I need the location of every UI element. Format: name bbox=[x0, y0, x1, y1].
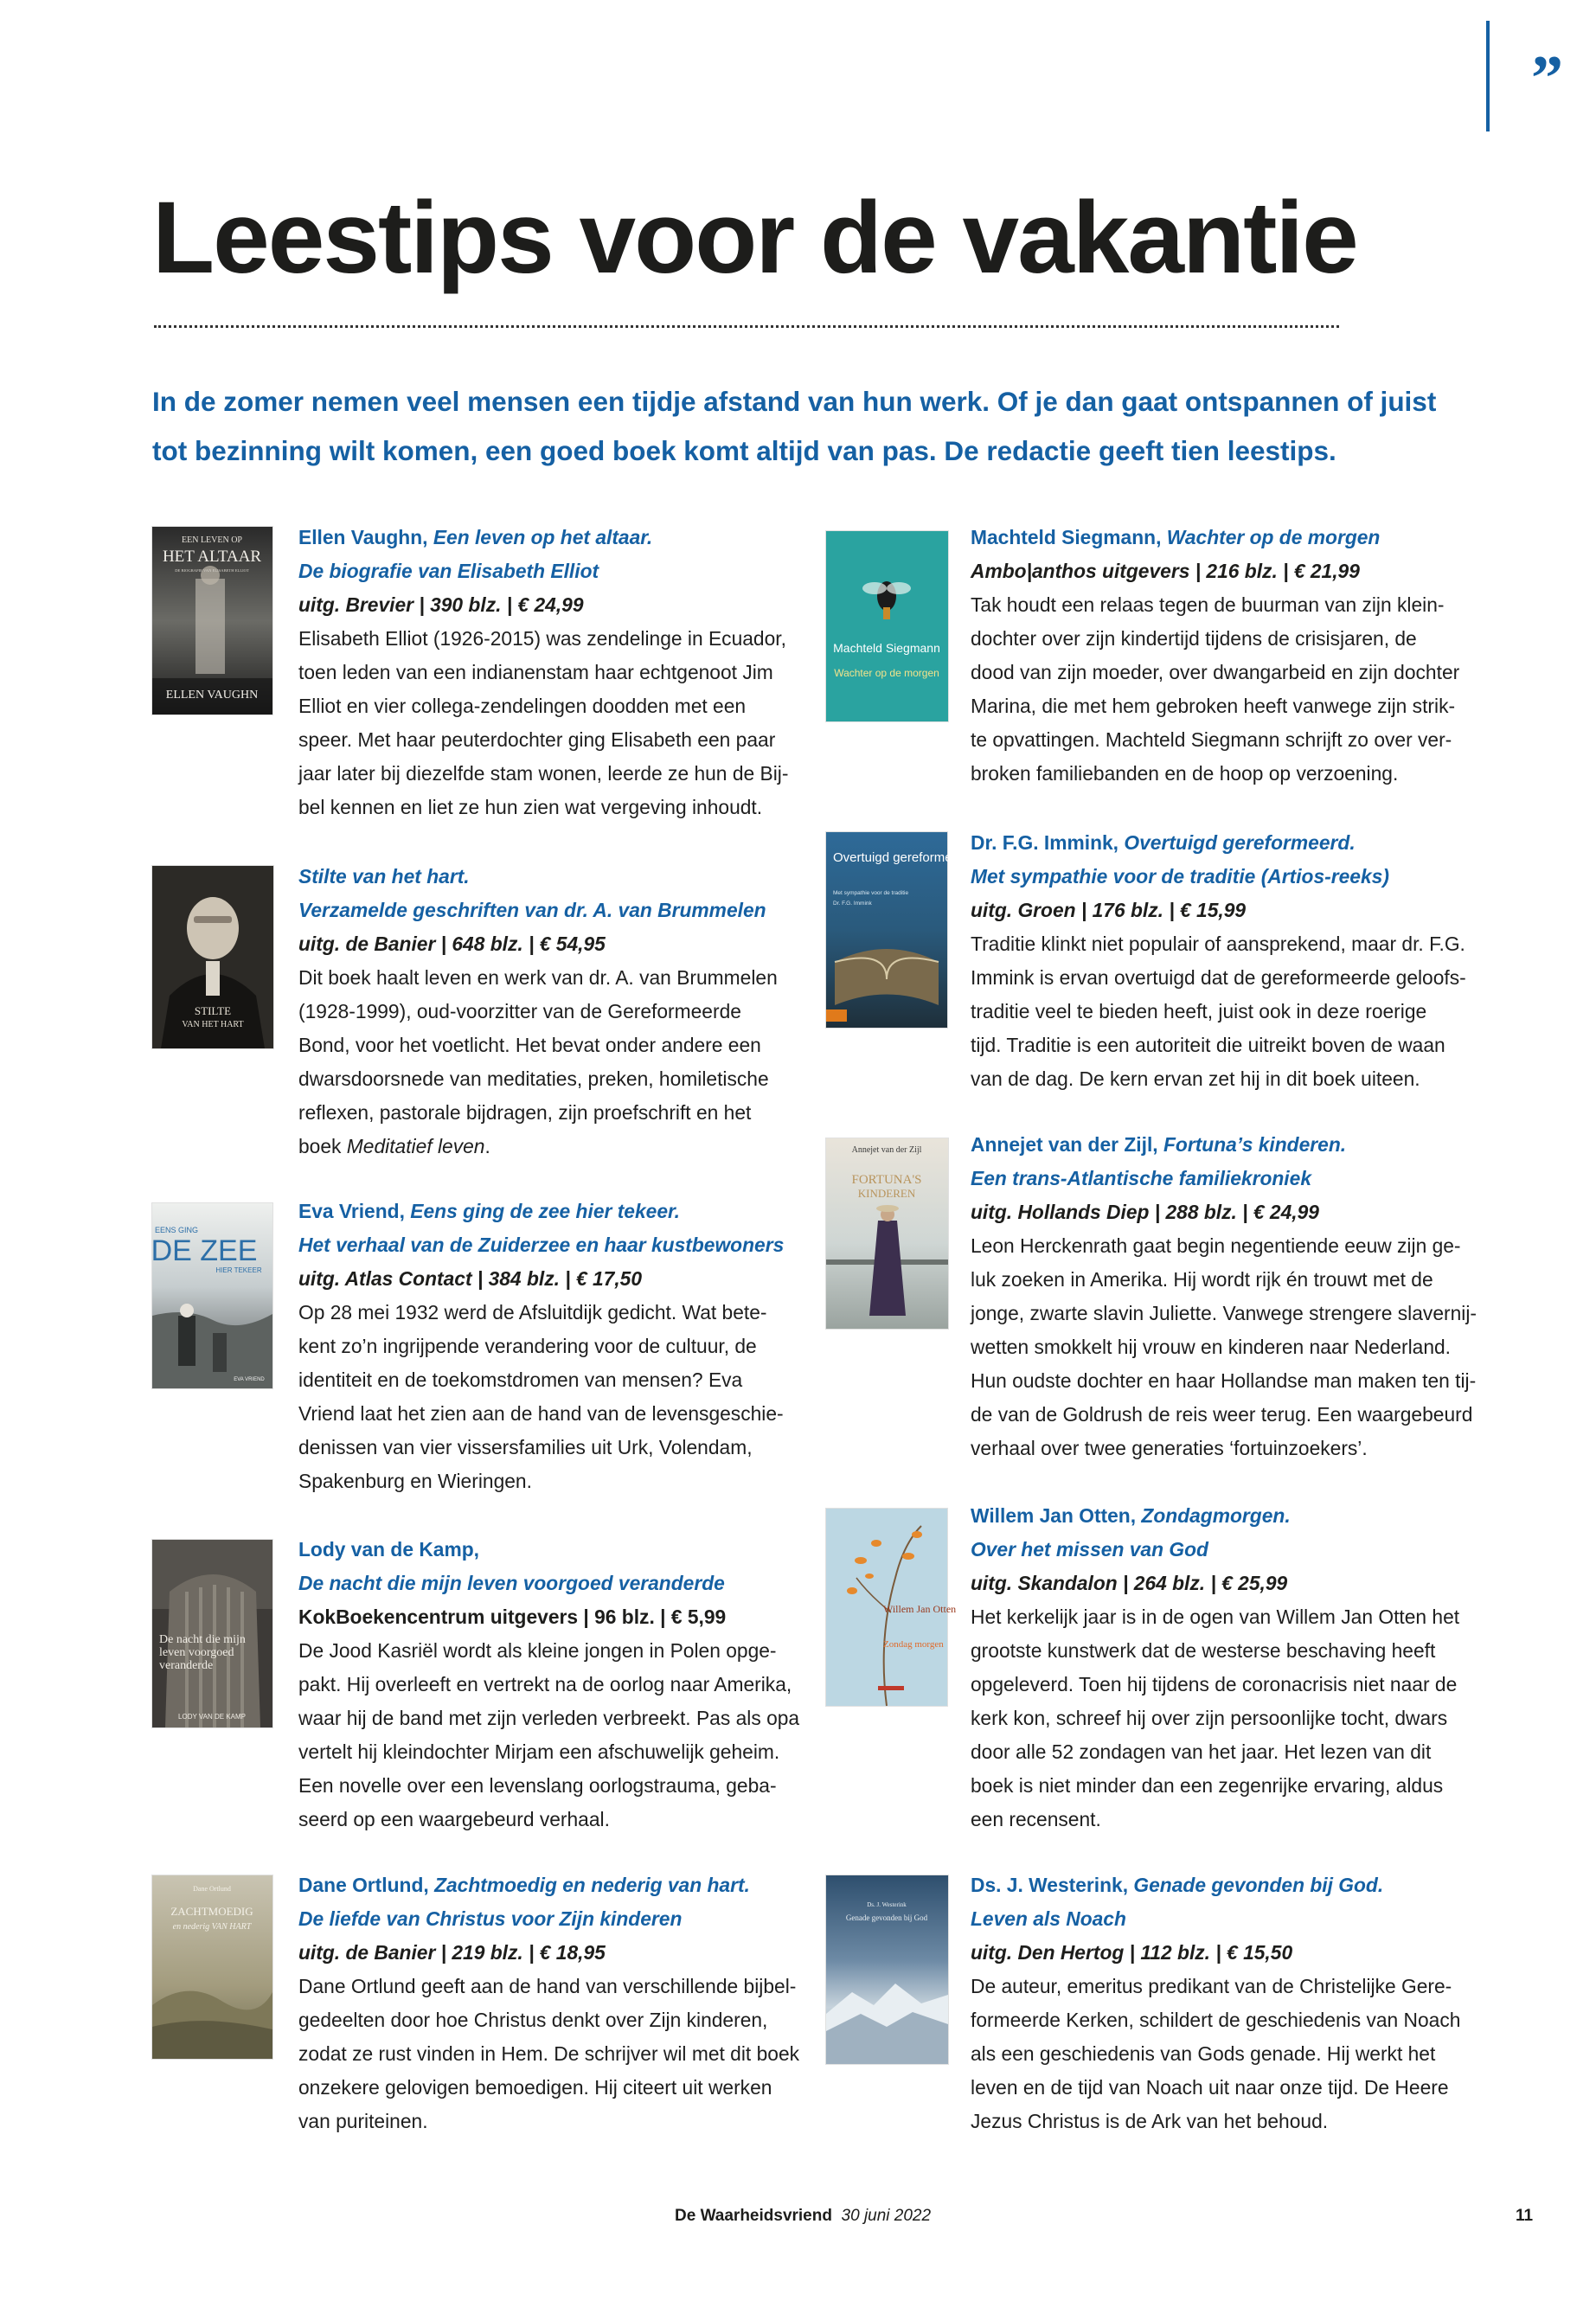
book-author: Ds. J. Westerink, bbox=[971, 1874, 1129, 1896]
book-title: Overtuigd gereformeerd. bbox=[1124, 831, 1356, 854]
book-author: Willem Jan Otten, bbox=[971, 1504, 1137, 1527]
book-body-line: wetten smokkelt hij vrouw en kinderen naar Nederland. bbox=[971, 1336, 1452, 1358]
book-title: Zachtmoedig en nederig van hart. bbox=[434, 1874, 750, 1896]
book-author: Ellen Vaughn, bbox=[298, 526, 428, 548]
book-body-line: toen leden van een indianenstam haar echtgenoot Jim bbox=[298, 661, 773, 683]
cover-text: HET ALTAAR bbox=[162, 548, 262, 566]
cover-text: Dane Ortlund bbox=[193, 1885, 231, 1893]
intro-line: tot bezinning wilt komen, een goed boek komt altijd van pas. De redactie geeft tien leestips. bbox=[152, 435, 1336, 466]
book-body-line: Bond, voor het voetlicht. Het bevat onder andere een bbox=[298, 1034, 761, 1056]
book-body-line: Dit boek haalt leven en werk van dr. A. van Brummelen bbox=[298, 966, 778, 989]
book-title: Zondagmorgen. bbox=[1141, 1504, 1291, 1527]
quote-icon: ” bbox=[1531, 43, 1563, 114]
footer-date: 30 juni 2022 bbox=[841, 2207, 932, 2225]
book-body-line: gedeelten door hoe Christus denkt over Zijn kinderen, bbox=[298, 2009, 768, 2031]
book-description bbox=[971, 1868, 1461, 2138]
book-body-line: Marina, die met hem gebroken heeft vanwege zijn strik- bbox=[971, 695, 1456, 717]
book-body-line: de van de Goldrush de reis weer terug. Een waargebeurd bbox=[971, 1403, 1473, 1426]
cover-text: Met sympathie voor de traditie bbox=[833, 890, 909, 896]
book-cover-zondagmorgen bbox=[826, 1509, 957, 1706]
book-body-line: Immink is ervan overtuigd dat de gereformeerde geloofs- bbox=[971, 966, 1466, 989]
book-body-line: boek is niet minder dan een zegenrijke ervaring, aldus bbox=[971, 1774, 1444, 1797]
cover-text: VAN HET HART bbox=[182, 1020, 244, 1029]
cover-art bbox=[152, 1203, 272, 1388]
cover-text: Overtuigd gereformeerd bbox=[833, 850, 971, 865]
book-description bbox=[298, 521, 789, 824]
book-author: Dane Ortlund, bbox=[298, 1874, 429, 1896]
book-publisher: uitg. Hollands Diep | 288 blz. | € 24,99 bbox=[971, 1201, 1319, 1223]
book-cover-overtuigd-gereformeerd bbox=[826, 832, 971, 1028]
book-body-line: Elliot en vier collega-zendelingen doodden met een bbox=[298, 695, 747, 717]
cover-art bbox=[152, 866, 273, 1048]
cover-text: ELLEN VAUGHN bbox=[165, 689, 259, 702]
book-cover-stilte-van-het-hart bbox=[152, 866, 273, 1048]
book-body-line: vertelt hij kleindochter Mirjam een afschuwelijk geheim. bbox=[298, 1740, 780, 1763]
cover-text: STILTE bbox=[194, 1004, 232, 1017]
book-publisher: uitg. Skandalon | 264 blz. | € 25,99 bbox=[971, 1572, 1288, 1594]
cover-art bbox=[152, 527, 272, 715]
book-cover-wachter-op-de-morgen bbox=[826, 531, 948, 721]
book-subtitle: Over het missen van God bbox=[971, 1538, 1208, 1561]
cover-art bbox=[826, 1509, 957, 1706]
cover-art bbox=[152, 1875, 272, 2059]
book-description bbox=[298, 1868, 800, 2138]
quote-accent-bar bbox=[1486, 21, 1490, 131]
page-number: 11 bbox=[1516, 2207, 1534, 2225]
book-body-line: speer. Met haar peuterdochter ging Elisabeth een paar bbox=[298, 728, 776, 751]
cover-text: EENS GING bbox=[154, 1226, 199, 1234]
book-author: Annejet van der Zijl, bbox=[971, 1133, 1158, 1156]
book-author: Eva Vriend, bbox=[298, 1200, 405, 1222]
book-body-line: Elisabeth Elliot (1926-2015) was zendelinge in Ecuador, bbox=[298, 627, 786, 650]
book-subtitle: Het verhaal van de Zuiderzee en haar kustbewoners bbox=[298, 1234, 785, 1256]
book-body-line: Het kerkelijk jaar is in de ogen van Willem Jan Otten het bbox=[971, 1606, 1460, 1628]
book-description bbox=[298, 1195, 783, 1498]
book-body-line: van puriteinen. bbox=[298, 2110, 428, 2132]
cover-text: KINDEREN bbox=[857, 1187, 916, 1200]
book-cover-eens-ging-de-zee bbox=[152, 1203, 272, 1388]
book-publisher: uitg. de Banier | 648 blz. | € 54,95 bbox=[298, 933, 606, 955]
cover-text: DE BIOGRAFIE VAN ELISABETH ELLIOT bbox=[175, 568, 249, 573]
book-publisher: uitg. Atlas Contact | 384 blz. | € 17,50 bbox=[298, 1267, 643, 1290]
book-title: Genade gevonden bij God. bbox=[1133, 1874, 1384, 1896]
footer-publication bbox=[675, 2206, 931, 2227]
book-body-line: seerd op een waargebeurd verhaal. bbox=[298, 1808, 610, 1830]
book-body-line: dochter over zijn kindertijd tijdens de crisisjaren, de bbox=[971, 627, 1417, 650]
book-publisher: uitg. Brevier | 390 blz. | € 24,99 bbox=[298, 593, 584, 616]
book-cover-fortunas-kinderen bbox=[826, 1138, 948, 1329]
book-cover-genade-gevonden bbox=[826, 1875, 948, 2064]
cover-text: DE ZEE bbox=[151, 1234, 258, 1267]
book-cover-zachtmoedig bbox=[152, 1875, 272, 2059]
book-body-line: formeerde Kerken, schildert de geschiedenis van Noach bbox=[971, 2009, 1461, 2031]
book-title: Fortuna’s kinderen. bbox=[1163, 1133, 1347, 1156]
book-description bbox=[971, 521, 1460, 791]
book-body-line: als een geschiedenis van Gods genade. Hij werkt het bbox=[971, 2042, 1436, 2065]
book-body-line: reflexen, pastorale bijdragen, zijn proefschrift en het bbox=[298, 1101, 752, 1124]
intro-line: In de zomer nemen veel mensen een tijdje afstand van hun werk. Of je dan gaat ontspannen of juist bbox=[152, 386, 1437, 417]
book-body-line: pakt. Hij overleeft en vertrekt na de oorlog naar Amerika, bbox=[298, 1673, 792, 1695]
book-cover-de-nacht bbox=[152, 1540, 272, 1727]
book-title: Een leven op het altaar. bbox=[433, 526, 653, 548]
book-body-line: Jezus Christus is de Ark van het behoud. bbox=[971, 2110, 1329, 2132]
book-body-line: onzekere gelovigen bemoedigen. Hij citeert uit werken bbox=[298, 2076, 772, 2099]
book-body-line: bel kennen en liet ze hun zien wat vergeving inhoudt. bbox=[298, 796, 763, 818]
book-subtitle: Verzamelde geschriften van dr. A. van Brummelen bbox=[298, 899, 766, 921]
book-body-line: van de dag. De kern ervan zet hij in dit boek uiteen. bbox=[971, 1067, 1420, 1090]
cover-text: HIER TEKEER bbox=[215, 1266, 262, 1274]
book-body-line: zodat ze rust vinden in Hem. De schrijver wil met dit boek bbox=[298, 2042, 800, 2065]
book-body-line: Op 28 mei 1932 werd de Afsluitdijk gedicht. Wat bete- bbox=[298, 1301, 767, 1324]
footer-magazine: De Waarheidsvriend bbox=[675, 2207, 832, 2225]
cover-text: FORTUNA'S bbox=[851, 1173, 922, 1187]
book-body-line: luk zoeken in Amerika. Hij wordt rijk én trouwt met de bbox=[971, 1268, 1433, 1291]
book-body-line: verhaal over twee generaties ‘fortuinzoekers’. bbox=[971, 1437, 1368, 1459]
book-description bbox=[971, 1128, 1477, 1465]
book-body-line: identiteit en de toekomstdromen van mensen? Eva bbox=[298, 1368, 743, 1391]
intro-text bbox=[152, 377, 1437, 476]
book-subtitle: Met sympathie voor de traditie (Artios-reeks) bbox=[971, 865, 1389, 888]
book-publisher: Ambo|anthos uitgevers | 216 blz. | € 21,99 bbox=[971, 560, 1360, 582]
book-author: Machteld Siegmann, bbox=[971, 526, 1162, 548]
book-body-line: Spakenburg en Wieringen. bbox=[298, 1470, 532, 1492]
cover-text: Dr. F.G. Immink bbox=[833, 901, 872, 907]
cover-text: De nacht die mijn leven voorgoed veranderde bbox=[159, 1633, 246, 1672]
book-body-line: kerk kon, schreef hij over zijn persoonlijke tocht, dwars bbox=[971, 1707, 1448, 1729]
book-title: Wachter op de morgen bbox=[1166, 526, 1381, 548]
cover-text: Genade gevonden bij God bbox=[845, 1913, 928, 1922]
book-description bbox=[971, 826, 1466, 1096]
book-subtitle: Leven als Noach bbox=[971, 1907, 1126, 1930]
page-title: Leestips voor de vakantie bbox=[152, 181, 1357, 295]
book-cover-leven-op-het-altaar bbox=[152, 527, 272, 715]
cover-art bbox=[826, 1875, 948, 2064]
book-subtitle: De nacht die mijn leven voorgoed veranderde bbox=[298, 1572, 725, 1594]
book-body-line: broken familiebanden en de hoop op verzoening. bbox=[971, 762, 1399, 785]
book-publisher: uitg. Groen | 176 blz. | € 15,99 bbox=[971, 899, 1247, 921]
book-body-line: De Jood Kasriël wordt als kleine jongen in Polen opge- bbox=[298, 1639, 777, 1662]
book-body-line: (1928-1999), oud-voorzitter van de Gereformeerde bbox=[298, 1000, 741, 1022]
book-body-line: waar hij de band met zijn verleden verbreekt. Pas als opa bbox=[298, 1707, 800, 1729]
book-publisher: KokBoekencentrum uitgevers | 96 blz. | € 5,99 bbox=[298, 1606, 727, 1628]
cover-text: Wachter op de morgen bbox=[834, 667, 939, 679]
book-description bbox=[298, 1533, 800, 1836]
book-body-line: De auteur, emeritus predikant van de Christelijke Gere- bbox=[971, 1975, 1452, 1997]
book-publisher: uitg. de Banier | 219 blz. | € 18,95 bbox=[298, 1941, 606, 1964]
book-body-line: dwarsdoorsnede van meditaties, preken, homiletische bbox=[298, 1067, 769, 1090]
cover-text: Willem Jan Otten bbox=[883, 1603, 957, 1615]
book-body-line: Hun oudste dochter en haar Hollandse man maken ten tij- bbox=[971, 1369, 1477, 1392]
book-body-line: een recensent. bbox=[971, 1808, 1101, 1830]
book-subtitle: De biografie van Elisabeth Elliot bbox=[298, 560, 599, 582]
book-description bbox=[298, 860, 783, 1163]
book-body-line: opgeleverd. Toen hij tijdens de coronacrisis niet naar de bbox=[971, 1673, 1458, 1695]
cover-art bbox=[826, 1138, 948, 1329]
book-body-line: te opvattingen. Machteld Siegmann schrijft zo over ver- bbox=[971, 728, 1452, 751]
book-body-line: door alle 52 zondagen van het jaar. Het lezen van dit bbox=[971, 1740, 1432, 1763]
book-body-line: kent zo’n ingrijpende verandering voor de cultuur, de bbox=[298, 1335, 757, 1357]
cover-text: Annejet van der Zijl bbox=[851, 1145, 922, 1155]
cover-text: EVA VRIEND bbox=[234, 1377, 265, 1382]
book-title: Eens ging de zee hier tekeer. bbox=[410, 1200, 680, 1222]
book-author: Dr. F.G. Immink, bbox=[971, 831, 1119, 854]
cover-text: LODY VAN DE KAMP bbox=[178, 1713, 246, 1721]
cover-art bbox=[826, 531, 948, 721]
book-body-line: jaar later bij diezelfde stam wonen, leerde ze hun de Bij- bbox=[298, 762, 789, 785]
book-publisher: uitg. Den Hertog | 112 blz. | € 15,50 bbox=[971, 1941, 1293, 1964]
book-body-line: boek bbox=[298, 1135, 347, 1157]
book-body-line: jonge, zwarte slavin Juliette. Vanwege strengere slavernij- bbox=[971, 1302, 1477, 1324]
book-body-line: grootste kunstwerk dat de westerse beschaving heeft bbox=[971, 1639, 1436, 1662]
book-body-line: Een novelle over een levenslang oorlogstrauma, geba- bbox=[298, 1774, 777, 1797]
cover-text: ZACHTMOEDIG bbox=[170, 1905, 253, 1918]
book-body-line: tijd. Traditie is een autoriteit die uitreikt boven de waan bbox=[971, 1034, 1445, 1056]
book-body-line: denissen van vier vissersfamilies uit Urk, Volendam, bbox=[298, 1436, 753, 1458]
dotted-divider bbox=[154, 325, 1339, 328]
cover-art bbox=[152, 1540, 272, 1727]
book-body-line: traditie veel te bieden heeft, juist ook in deze roerige bbox=[971, 1000, 1427, 1022]
cover-text: Zondag morgen bbox=[883, 1639, 944, 1650]
book-body-line: Traditie klinkt niet populair of aansprekend, maar dr. F.G. bbox=[971, 933, 1465, 955]
cover-text: en nederig VAN HART bbox=[172, 1922, 252, 1932]
cover-text: Ds. J. Westerink bbox=[867, 1901, 907, 1908]
cover-text: EEN LEVEN OP bbox=[182, 535, 242, 545]
book-subtitle: De liefde van Christus voor Zijn kinderen bbox=[298, 1907, 683, 1930]
book-author: Lody van de Kamp, bbox=[298, 1538, 480, 1561]
book-body-line: dood van zijn moeder, over dwangarbeid en zijn dochter bbox=[971, 661, 1460, 683]
book-body-emphasis: Meditatief leven bbox=[346, 1135, 485, 1157]
book-subtitle: Een trans-Atlantische familiekroniek bbox=[971, 1167, 1312, 1189]
book-body-line: Vriend laat het zien aan de hand van de levensgeschie- bbox=[298, 1402, 784, 1425]
book-body-tail: . bbox=[484, 1135, 490, 1157]
book-title: Stilte van het hart. bbox=[298, 865, 470, 888]
cover-text: Machteld Siegmann bbox=[833, 641, 940, 655]
book-body-line: leven en de tijd van Noach uit naar onze tijd. De Heere bbox=[971, 2076, 1449, 2099]
book-body-line: Tak houdt een relaas tegen de buurman van zijn klein- bbox=[971, 593, 1445, 616]
book-body-line: Leon Herckenrath gaat begin negentiende eeuw zijn ge- bbox=[971, 1234, 1461, 1257]
book-body-line: Dane Ortlund geeft aan de hand van verschillende bijbel- bbox=[298, 1975, 797, 1997]
cover-art bbox=[826, 832, 971, 1028]
book-description bbox=[971, 1499, 1460, 1836]
